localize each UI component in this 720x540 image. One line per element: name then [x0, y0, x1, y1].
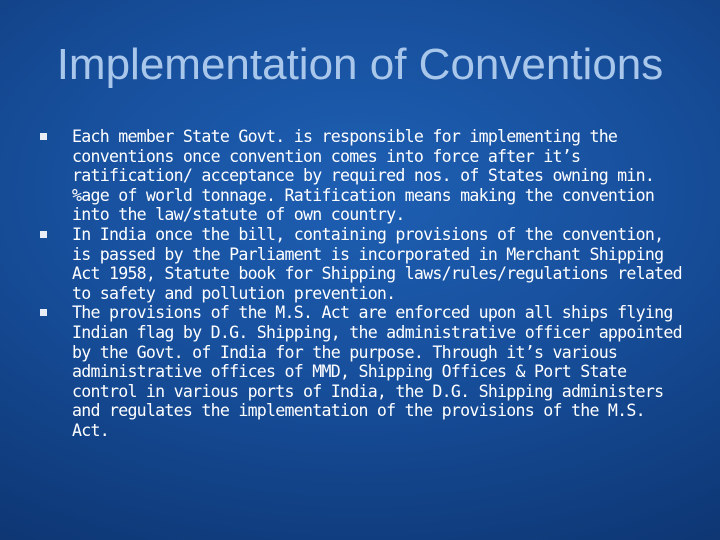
- bullet-item: [40, 127, 690, 225]
- square-bullet-icon: [40, 231, 47, 238]
- bullet-text: The provisions of the M.S. Act are enforced upon all ships flying Indian flag by D.G. Shipping, the administrative officer appointed by the Govt. of India for the purpose. Through it’s various administrative offices of MMD, Shipping Offices & Port State control in various ports of India, the D.G. Shipping administers and regulates the implementation of the provisions of the M.S. Act.: [72, 303, 682, 440]
- slide-title: Implementation of Conventions: [56, 40, 664, 89]
- bullet-list: [40, 127, 690, 441]
- square-bullet-icon: [40, 309, 47, 316]
- bullet-item: [40, 303, 690, 440]
- bullet-text: Each member State Govt. is responsible for implementing the conventions once convention comes into force after it’s ratification/ acceptance by required nos. of States owning min. %age of world tonnage. Ratification means making the convention into the law/statute of own country.: [72, 127, 655, 225]
- bullet-item: [40, 225, 690, 303]
- square-bullet-icon: [40, 133, 47, 140]
- bullet-text: In India once the bill, containing provisions of the convention, is passed by the Parliament is incorporated in Merchant Shipping Act 1958, Statute book for Shipping laws/rules/regulations related to safety and pollution prevention.: [72, 224, 682, 303]
